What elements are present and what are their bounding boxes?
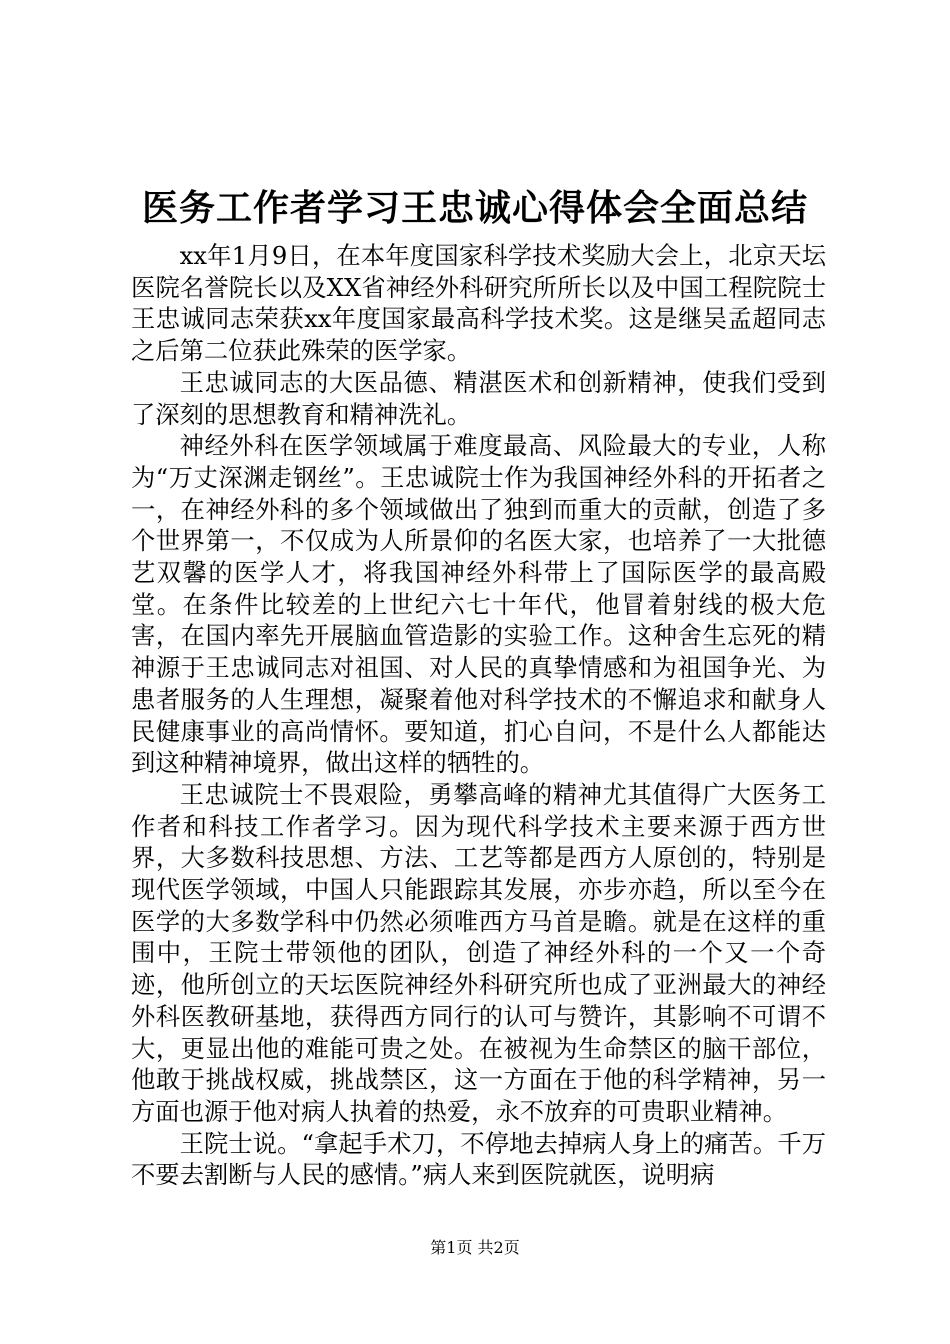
paragraph-2: 王忠诚同志的大医品德、精湛医术和创新精神，使我们受到了深刻的思想教育和精神洗礼。 <box>131 367 826 429</box>
paragraph-1: xx年1月9日，在本年度国家科学技术奖励大会上，北京天坛医院名誉院长以及XX省神经外科研究所所长以及中国工程院院士王忠诚同志荣获xx年度国家最高科学技术奖。这是继吴孟超同志之后第二位获此殊荣的医学家。 <box>131 241 826 366</box>
paragraph-4: 王忠诚院士不畏艰险，勇攀高峰的精神尤其值得广大医务工作者和科技工作者学习。因为现代科学技术主要来源于西方世界，大多数科技思想、方法、工艺等都是西方人原创的，特别是现代医学领域，中国人只能跟踪其发展，亦步亦趋，所以至今在医学的大多数学科中仍然必须唯西方马首是瞻。就是在这样的重围中，王院士带领他的团队，创造了神经外科的一个又一个奇迹，他所创立的天坛医院神经外科研究所也成了亚洲最大的神经外科医教研基地，获得西方同行的认可与赞许，其影响不可谓不大，更显出他的难能可贵之处。在被视为生命禁区的脑干部位，他敢于挑战权威，挑战禁区，这一方面在于他的科学精神，另一方面也源于他对病人执着的热爱，永不放弃的可贵职业精神。 <box>131 779 826 1126</box>
page-number-footer: 第1页 共2页 <box>430 1238 520 1257</box>
paragraph-3: 神经外科在医学领域属于难度最高、风险最大的专业，人称为“万丈深渊走钢丝”。王忠诚院士作为我国神经外科的开拓者之一，在神经外科的多个领域做出了独到而重大的贡献，创造了多个世界第一，不仅成为人所景仰的名医大家，也培养了一大批德艺双馨的医学人才，将我国神经外科带上了国际医学的最高殿堂。在条件比较差的上世纪六七十年代，他冒着射线的极大危害，在国内率先开展脑血管造影的实验工作。这种舍生忘死的精神源于王忠诚同志对祖国、对人民的真挚情感和为祖国争光、为患者服务的人生理想，凝聚着他对科学技术的不懈追求和献身人民健康事业的高尚情怀。要知道，扪心自问，不是什么人都能达到这种精神境界，做出这样的牺牲的。 <box>131 431 826 778</box>
document-body <box>131 240 826 1191</box>
paragraph-5: 王院士说。“拿起手术刀，不停地去掉病人身上的痛苦。千万不要去割断与人民的感情。”病人来到医院就医，说明病 <box>131 1128 826 1190</box>
document-title: 医务工作者学习王忠诚心得体会全面总结 <box>141 188 808 229</box>
